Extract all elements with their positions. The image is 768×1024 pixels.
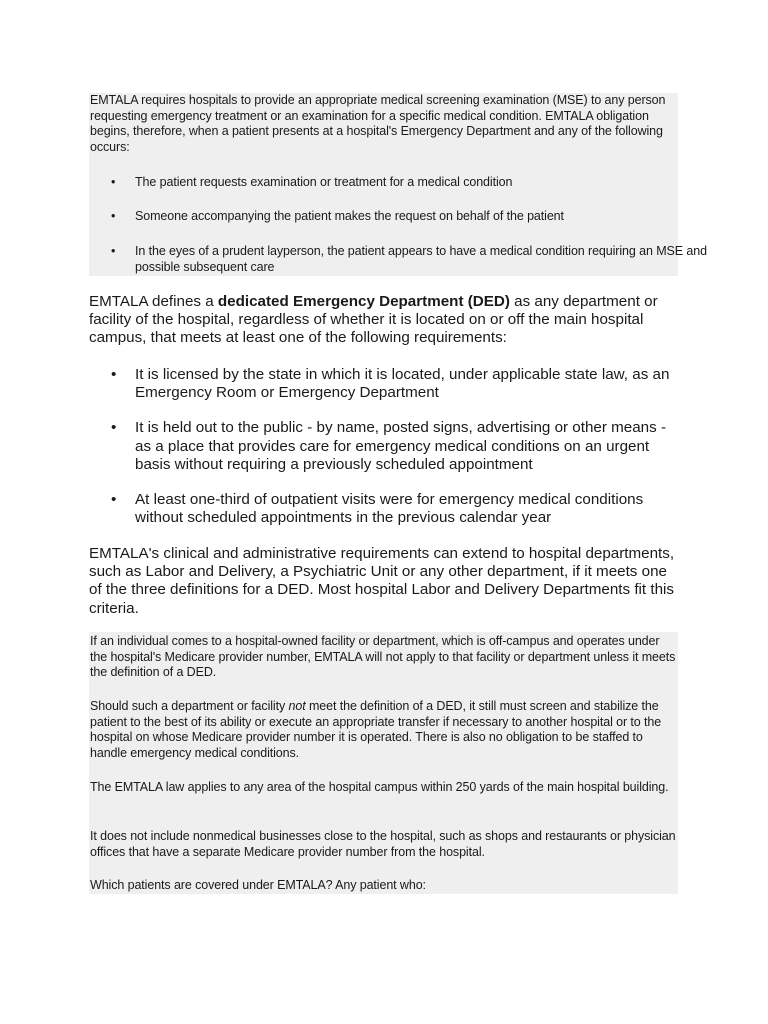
offcampus-box	[89, 632, 678, 894]
non-ded-lead-text: Should such a department or facility	[90, 699, 289, 713]
intro-paragraph: EMTALA requires hospitals to provide an appropriate medical screening examination (MSE) to any person requesting emergency treatment or an examination for a specific medical condition. EMTALA obligation begins, therefore, when a patient presents at a hospital's Emergency Department and any of the following occurs:	[90, 93, 666, 154]
non-ded-paragraph	[90, 699, 678, 761]
list-item: • At least one-third of outpatient visits were for emergency medical conditions without scheduled appointments in the previous calendar year	[89, 491, 679, 527]
list-item: • The patient requests examination or treatment for a medical condition	[89, 175, 724, 191]
list-item: • Someone accompanying the patient makes the request on behalf of the patient	[89, 209, 724, 225]
ded-definition-paragraph	[89, 293, 679, 348]
campus-range-paragraph: The EMTALA law applies to any area of the hospital campus within 250 yards of the main hospital building.	[90, 780, 669, 794]
ded-lead-text: EMTALA defines a	[89, 293, 218, 310]
covered-patients-question: Which patients are covered under EMTALA? Any patient who:	[90, 878, 426, 892]
non-ded-emphasis: not	[288, 699, 306, 713]
offcampus-paragraph: If an individual comes to a hospital-owned facility or department, which is off-campus and operates under the hospital's Medicare provider number, EMTALA will not apply to that facility or department unless it meets the definition of a DED.	[90, 634, 676, 680]
list-item: • It is held out to the public - by name, posted signs, advertising or other means - as a place that provides care for emergency medical conditions on an urgent basis without requiring a previously scheduled appointment	[89, 419, 679, 474]
clinical-requirements-paragraph: EMTALA's clinical and administrative requirements can extend to hospital departments, such as Labor and Delivery, a Psychiatric Unit or any other department, if it meets one of the three definitions for a DED. Most hospital Labor and Delivery Departments fit this criteria.	[89, 545, 675, 617]
exclusions-paragraph: It does not include nonmedical businesses close to the hospital, such as shops and restaurants or physician offices that have a separate Medicare provider number from the hospital.	[90, 829, 676, 859]
non-ded-rest-text: meet the definition of a DED, it still must screen and stabilize the patient to the best of its ability or execute an appropriate transfer if necessary to another hospital or to the hospital on whose Medicare provider number it is operated. There is also no obligation to be staffed to handle emergency medical conditions.	[90, 699, 662, 760]
ded-term: dedicated Emergency Department (DED)	[217, 293, 510, 310]
intro-box	[89, 93, 707, 276]
ded-requirements-list	[89, 366, 679, 544]
list-item: • In the eyes of a prudent layperson, the patient appears to have a medical condition requiring an MSE and possible subsequent care	[89, 244, 724, 275]
ded-rest-text: as any department or facility of the hospital, regardless of whether it is located on or off the main hospital campus, that meets at least one of the following requirements:	[89, 293, 658, 347]
list-item: • It is licensed by the state in which it is located, under applicable state law, as an Emergency Room or Emergency Department	[89, 366, 679, 402]
